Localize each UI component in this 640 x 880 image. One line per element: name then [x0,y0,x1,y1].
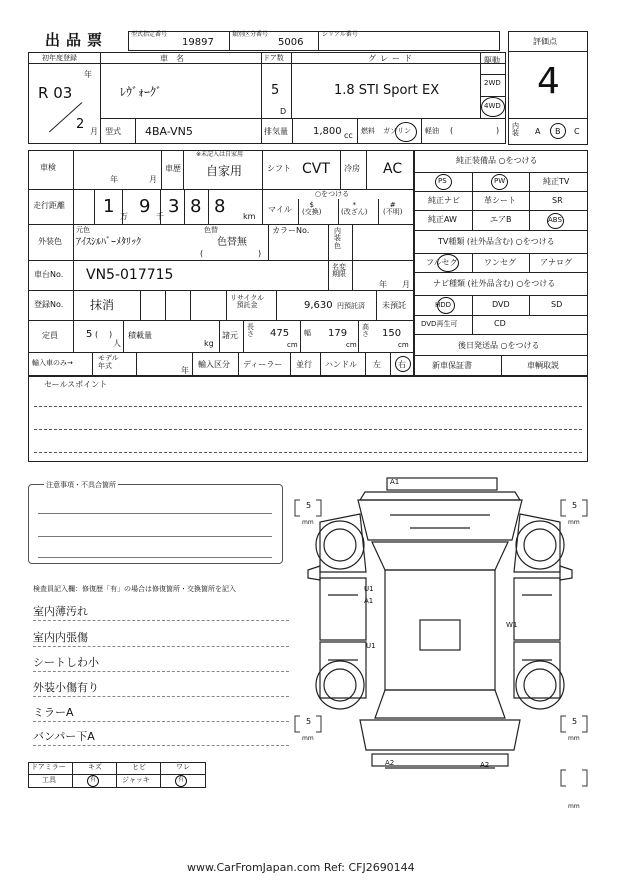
front-left-fender [320,514,366,572]
damage-label-roof-a1: A1 [364,597,374,605]
opt-pw-circle [491,174,508,190]
interior-a: A [535,127,541,136]
interior-color-label: 内装色 [334,227,341,250]
tire-fl-unit: mm [302,519,314,526]
fuel-gasoline: ガソリン [383,127,411,135]
reg-no-value: 抹消 [90,298,115,312]
mileage-mile: マイル [268,205,292,214]
left-mirror [308,566,320,580]
damage-label-rear-a2-right: A2 [480,761,490,769]
legend-crack: ヒビ [132,763,146,771]
front-left-wheel [316,521,364,569]
shaken-label: 車検 [40,163,56,172]
damage-label-right-w1: W1 [506,621,518,629]
legend-jack: ジャッキ [122,776,150,784]
tire-spare-unit: mm [568,803,580,810]
damage-label-front-bumper: A1 [390,478,400,486]
color-no-label: カラーNo. [272,226,310,235]
model-year-suffix: 年 [181,366,189,375]
front-right-fender [514,514,560,572]
opt-sr: SR [552,196,563,205]
capacity-unit: 人 [113,339,121,348]
length-unit: cm [287,341,298,349]
tire-fl-value: 5 [306,501,312,510]
car-name-value: ﾚｳﾞｫｰｸﾞ [120,85,163,99]
month-suffix: 月 [90,127,98,136]
name-change-year: 年 [379,280,387,289]
handle-right-circle [395,356,411,372]
mileage-digit-1: 1 [103,196,115,217]
width-unit: cm [346,341,357,349]
hood-lines [390,515,490,528]
grade-value: 1.8 STI Sport EX [334,83,440,98]
capacity-value: 5 [86,329,93,340]
navi-dvd: DVD [492,300,510,309]
height-label: 高さ [362,323,369,338]
score-label: 評価点 [533,37,557,46]
navi-cd: CD [494,319,506,328]
legend-break: ワレ [176,763,190,771]
front-bumper-part [387,478,497,490]
reg-month: 2 [76,117,85,132]
shaken-month-suffix: 月 [149,175,157,184]
use-history-label: 車歴 [165,164,181,173]
ruibetsu-label: 類別区分番号 [232,31,269,38]
drive-label: 駆動 [484,56,500,65]
later-manual: 車輌取説 [527,361,559,370]
trunk-lid [360,720,520,750]
ruibetsu-value: 5006 [278,37,304,48]
use-history-value: 自家用 [206,164,243,178]
tv-title: TV種類 (社外品含む) ○をつける [438,237,555,246]
import-dealer: ディーラー [243,360,283,369]
navi-title: ナビ種類 (社外品含む) ○をつける [433,279,556,288]
doors-label: ドア数 [263,54,284,62]
note-item-2: 室内内張傷 [33,631,88,644]
length-label: 長さ [247,323,254,338]
legend-jack-yes: 有 [178,776,185,783]
legend-tools: 工具 [42,776,56,784]
mileage-digit-2: 9 [139,196,151,217]
tire-fr-value: 5 [572,501,578,510]
mileage-sen: 千 [156,212,164,221]
note-item-4: 外装小傷有り [33,681,99,694]
opt-abs-circle [547,213,564,229]
notes-title: 注意事項・不具合箇所 [46,481,116,489]
grade-label: グレード [368,54,416,63]
width-value: 179 [328,328,348,339]
katashiki-value: 19897 [182,37,214,48]
mileage-swap: $ (交換) [302,201,322,216]
chassis-value: VN5-017715 [86,267,174,283]
capacity-label: 定員 [42,331,58,340]
name-change-label: 名変 期限 [332,263,346,278]
recycle-value: 9,630 [304,300,333,311]
interior-grade-label: 内装 [512,122,519,137]
opt-airbag: エアB [490,215,512,224]
rear-left-wheel [316,661,364,709]
tire-fr-unit: mm [568,519,580,526]
doors-type: D [280,107,287,116]
drive-4wd-circle [481,97,505,117]
note-item-1: 室内薄汚れ [33,605,88,618]
tire-rr-unit: mm [568,735,580,742]
import-type-label: 輸入区分 [198,360,230,369]
right-front-door [514,578,560,640]
tv-fullseg-circle [437,254,459,272]
rear-window [375,690,505,718]
recycle-label: リサイクル 預託金 [230,294,265,309]
chassis-label: 車台No. [34,270,64,279]
color-orig-label: 元色 [76,226,90,234]
tv-fullseg: フルセグ [426,258,458,267]
height-unit: cm [398,341,409,349]
color-value: ｱｲｽｼﾙﾊﾞｰﾒﾀﾘｯｸ [76,237,141,248]
displacement-value: 1,800 [313,126,342,137]
watermark-text: www.CarFromJapan.com Ref: CFJ2690144 [187,861,415,874]
interior-b-circle [550,123,566,139]
model-label: 型式 [105,127,121,136]
tire-rr-value: 5 [572,717,578,726]
displacement-unit: cc [344,131,353,140]
sunroof [420,620,460,650]
tv-oneseg: ワンセグ [484,258,516,267]
mileage-label: 走行距離 [33,201,65,210]
mileage-check-note: ○をつける [315,190,350,198]
model-year-label: モデル 年式 [98,354,119,370]
ac-value: AC [383,161,403,177]
opt-leather: 革シート [484,196,516,205]
private-note: ※未記入は自家用 [196,151,244,158]
drive-2wd: 2WD [484,79,501,87]
opt-ps-circle [435,174,452,190]
legend-tools-yes: 有 [90,776,97,783]
serial-label: シリアル番号 [322,31,358,38]
mileage-digit-5: 8 [214,196,226,217]
displacement-label: 排気量 [264,127,288,136]
windshield [372,542,508,570]
mileage-man: 万 [120,212,128,221]
tire-rl-unit: mm [302,735,314,742]
opt-aw: 純正AW [428,215,457,224]
damage-label-roof-u1: U1 [364,585,374,593]
shift-label: シフト [267,164,291,173]
mileage-tampered: * (改ざん) [341,201,368,216]
damage-label-rear-u1: U1 [366,642,376,650]
model-value: 4BA-VN5 [145,125,193,138]
color-label: 外装色 [38,237,62,246]
note-item-3: シートしわ小 [33,656,99,669]
length-value: 475 [270,328,290,339]
navi-hdd: HDD [435,301,452,309]
shaken-year-suffix: 年 [110,175,118,184]
color-change-label: 色替 [204,226,218,234]
height-value: 150 [382,328,402,339]
hood-front-edge [360,492,520,500]
mileage-unit: km [243,212,256,221]
rear-right-wheel [516,661,564,709]
front-right-wheel [516,521,564,569]
handle-label: ハンドル [325,360,357,369]
mileage-unknown: # (不明) [383,201,403,216]
dims-label: 諸元 [222,331,238,340]
fuel-gasoline-circle [395,122,417,142]
later-warranty: 新車保証書 [432,361,472,370]
damage-label-rear-a2-left: A2 [385,759,395,767]
mileage-digit-3: 3 [168,196,180,217]
inspector-note: 検査員記入欄：修復歴「有」の場合は修復箇所・交換箇所を記入 [33,585,236,593]
import-label: 輸入車のみ→ [32,359,73,367]
color-change-value: 色替無 [217,237,247,248]
reg-no-label: 登録No. [34,300,64,309]
tire-rl-value: 5 [306,717,312,726]
car-damage-diagram [290,470,590,820]
sales-point-label: セールスポイント [44,380,108,389]
left-front-door [320,578,366,640]
drive-4wd: 4WD [484,102,501,110]
katashiki-label: 型式指定番号 [131,31,168,38]
import-parallel: 並行 [296,360,312,369]
opt-navi: 純正ナビ [428,196,460,205]
recycle-paid: 円預託済 [337,302,365,310]
sheet-title: 出品票 [45,31,109,49]
fuel-diesel: 軽油 [425,127,439,135]
tv-analog: アナログ [540,258,572,267]
right-mirror [560,566,572,580]
note-item-6: バンパー下A [33,730,95,743]
recycle-unpaid: 未預託 [382,301,406,310]
navi-hdd-circle [437,297,455,314]
doors-value: 5 [271,83,280,98]
width-label: 幅 [304,329,311,337]
legend-mirror: ドアミラー [31,763,66,771]
load-label: 積載量 [128,331,152,340]
roof-panel [385,570,495,690]
score-value: 4 [537,61,560,102]
opt-tv: 純正TV [543,177,570,186]
fuel-label: 燃料 [361,127,375,135]
interior-c: C [574,127,580,136]
hood-panel [358,500,522,540]
handle-right: 右 [398,360,406,369]
year-suffix: 年 [84,70,92,79]
ac-label: 冷房 [344,164,360,173]
interior-b: B [555,127,561,136]
sales-point-box [28,376,588,462]
equip-title: 純正装備品 ○をつける [456,156,538,165]
legend-scratch: キズ [88,763,102,771]
shift-value: CVT [302,161,330,177]
reg-year: R 03 [38,84,73,102]
later-title: 後日発送品 ○をつける [458,341,540,350]
first-reg-label: 初年度登録 [42,54,77,62]
navi-dvd-play: DVD再生可 [421,320,458,328]
name-change-month: 月 [402,280,410,289]
navi-sd: SD [551,300,563,309]
note-item-5: ミラーA [33,706,74,719]
opt-abs: ABS [548,216,562,224]
opt-ps: PS [438,177,447,185]
notes-box [28,481,283,564]
mileage-digit-4: 8 [190,196,202,217]
handle-left: 左 [373,360,381,369]
opt-pw: PW [494,177,506,185]
car-name-label: 車 名 [160,54,184,63]
load-unit: kg [204,339,214,348]
